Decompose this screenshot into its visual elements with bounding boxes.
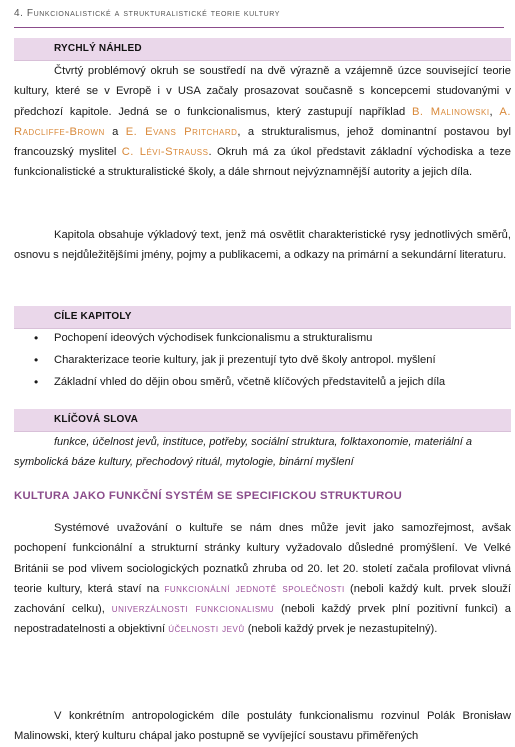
goals-list bbox=[14, 327, 511, 393]
list-item: • Charakterizace teorie kultury, jak ji prezentují tyto dvě školy antropol. myšlení bbox=[14, 349, 511, 371]
section-title: KULTURA JAKO FUNKČNÍ SYSTÉM SE SPECIFICKOU STRUKTUROU bbox=[14, 490, 403, 502]
goals-heading-box bbox=[14, 306, 511, 329]
keywords-text bbox=[14, 432, 511, 473]
section-paragraph-1: Systémové uvažování o kultuře se nám dnes může jevit jako samozřejmost, avšak pochopení funkcionální a strukturní stránky kultury vyžadovalo důsledné promýšlení. Ve Velké Británii se pod vlivem sociologických poznatků zhruba od 20. let 20. století začala profilovat vlivná teorie kultury, která staví na funkcionální jednotě společnosti (neboli každý kult. prvek slouží zachování celku), univerzálnosti funkcionalismu (neboli každý prvek plní pozitivní funkci) a nepostradatelnosti a objektivní účelnosti jevů (neboli každý prvek je nezastupitelný). bbox=[14, 522, 511, 636]
section-paragraph-2: V konkrétním antropologickém díle postuláty funkcionalismu rozvinul Polák Bronisław Malinowski, který kulturu chápal jako postupně se vyvíjející soustavu přiměřených bbox=[14, 710, 511, 743]
list-item: • Základní vhled do dějin obou směrů, včetně klíčových představitelů a jejich díla bbox=[14, 371, 511, 393]
key-term: funkcionální jednotě společnosti bbox=[164, 582, 345, 595]
author-name: A. Radcliffe-Brown bbox=[14, 105, 511, 138]
keywords-heading-box bbox=[14, 409, 511, 432]
running-header: 4. Funkcionalistické a strukturalistické teorie kultury bbox=[14, 8, 281, 19]
overview-heading-box bbox=[14, 38, 511, 61]
key-term: univerzálnosti funkcionalismu bbox=[111, 603, 275, 616]
overview-paragraph-1: Čtvrtý problémový okruh se soustředí na dvě výrazně a vzájemně úzce související teorie kultury, které se v Evropě i v USA začaly prosazovat současně s koncepcemi studovanými v předchozí kapitole. Jedná se o funkcionalismus, který zastupují například B. Malinowski, A. Radcliffe-Brown a E. Evans Pritchard, a strukturalismus, jehož dominantní postavou byl francouzský myslitel C. Lévi-Strauss. Okruh má za úkol představit základní východiska a teze funkcionalistické a strukturalistické školy, a dále shrnout nejvýznamnější autority a jejich díla. bbox=[14, 65, 511, 179]
keywords-heading: KLÍČOVÁ SLOVA bbox=[54, 414, 139, 425]
keywords-line-1: funkce, účelnost jevů, instituce, potřeby, sociální struktura, folktaxonomie, materiální a bbox=[54, 436, 472, 448]
keywords-line-2: symbolická báze kultury, přechodový rituál, mytologie, binární myšlení bbox=[14, 456, 354, 469]
bullet-icon: • bbox=[34, 375, 39, 389]
author-name: B. Malinowski bbox=[411, 105, 490, 118]
bullet-icon: • bbox=[34, 331, 39, 345]
header-rule bbox=[14, 27, 504, 28]
author-name: C. Lévi-Strauss bbox=[121, 146, 209, 159]
list-item: • Pochopení ideových východisek funkcionalismu a strukturalismu bbox=[14, 327, 511, 349]
overview-paragraph-2: Kapitola obsahuje výkladový text, jenž má osvětlit charakteristické rysy jednotlivých směrů, osnovu s nejdůležitějšími jmény, pojmy a publikacemi, a odkazy na primární a sekundární literaturu. bbox=[14, 229, 511, 262]
bullet-icon: • bbox=[34, 353, 39, 367]
goals-heading: CÍLE KAPITOLY bbox=[54, 311, 132, 322]
author-name: E. Evans Pritchard bbox=[125, 125, 238, 138]
key-term: účelnosti jevů bbox=[168, 623, 245, 636]
overview-heading: RYCHLÝ NÁHLED bbox=[54, 43, 142, 54]
